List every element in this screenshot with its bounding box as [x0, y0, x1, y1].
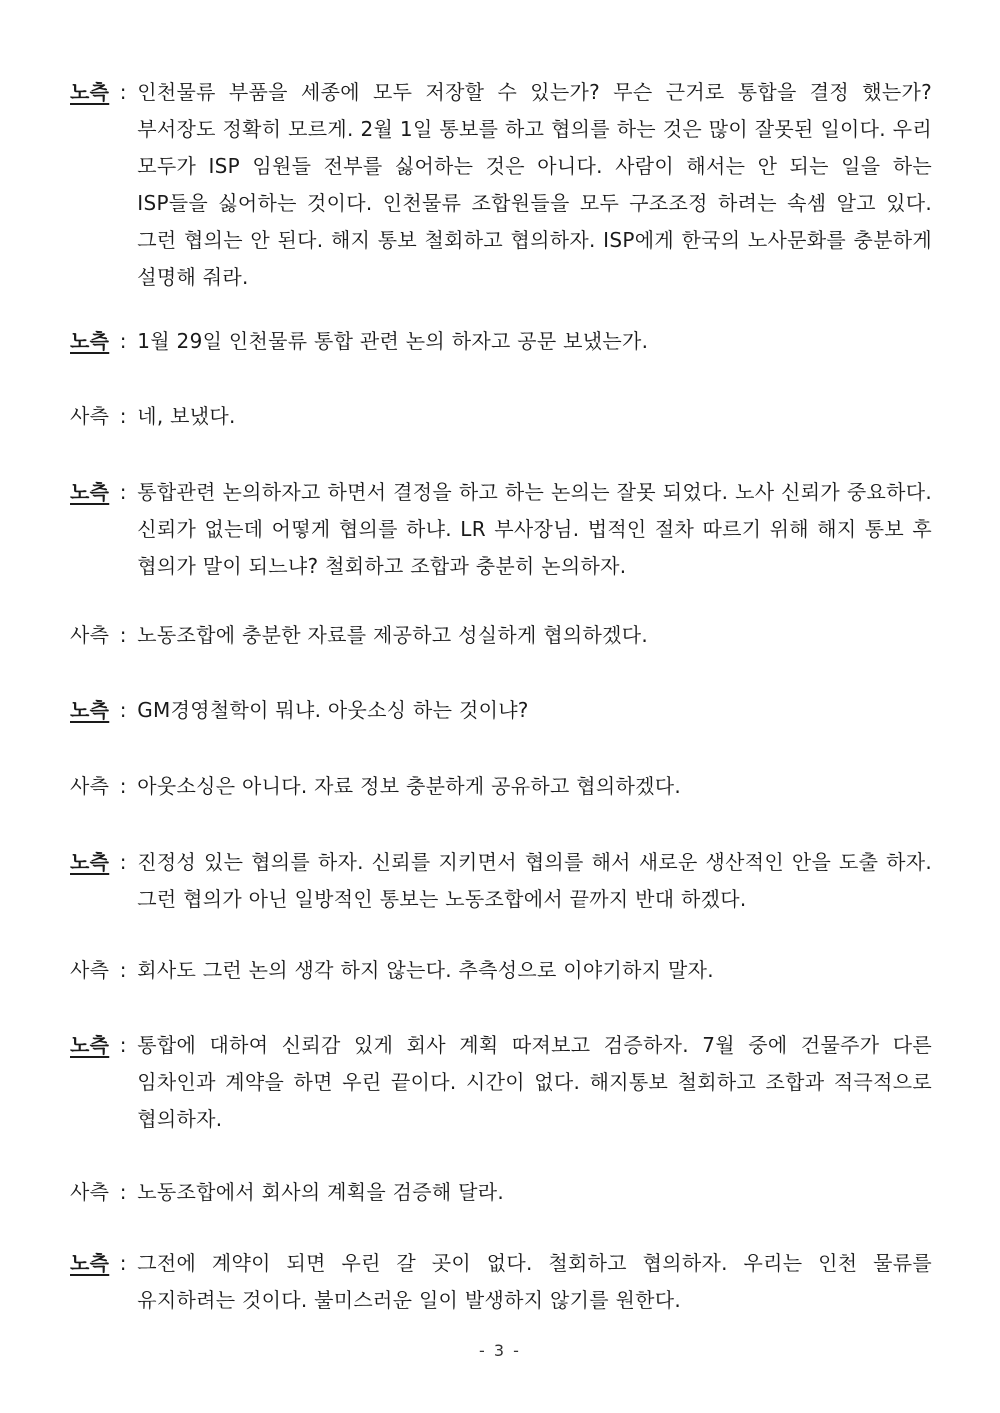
speaker-label: [70, 844, 137, 881]
speaker-separator: :: [119, 698, 127, 722]
speaker-management: 사측: [70, 1180, 110, 1204]
speaker-labor: 노측: [70, 329, 110, 353]
speaker-separator: :: [119, 404, 127, 428]
speaker-separator: :: [119, 958, 127, 982]
dialogue-entry: [70, 844, 932, 918]
speaker-management: 사측: [70, 623, 110, 647]
dialogue-text: 통합관련 논의하자고 하면서 결정을 하고 하는 논의는 잘못 되었다. 노사 신뢰가 중요하다. 신뢰가 없는데 어떻게 협의를 하냐. LR 부사장님. 법적인 절차 따르기 위해 해지 통보 후 협의가 말이 되느냐? 철회하고 조합과 충분히 논의하자.: [137, 480, 932, 578]
speaker-separator: :: [119, 480, 127, 504]
speaker-label: [70, 1245, 137, 1282]
speaker-label: [70, 1027, 137, 1064]
dialogue-text: 노동조합에서 회사의 계획을 검증해 달라.: [137, 1180, 505, 1204]
speaker-label: [70, 398, 137, 435]
speaker-label: [70, 74, 137, 111]
speaker-label: [70, 323, 137, 360]
dialogue-entry: [70, 1245, 932, 1319]
dialogue-entry: [70, 74, 932, 296]
dialogue-entry: [70, 474, 932, 585]
speaker-management: 사측: [70, 404, 110, 428]
speaker-separator: :: [119, 329, 127, 353]
speaker-label: [70, 692, 137, 729]
speaker-separator: :: [119, 1033, 127, 1057]
speaker-labor: 노측: [70, 698, 110, 722]
speaker-label: [70, 952, 137, 989]
speaker-management: 사측: [70, 774, 110, 798]
dialogue-entry: [70, 323, 932, 360]
dialogue-entry: [70, 768, 932, 805]
dialogue-text: 통합에 대하여 신뢰감 있게 회사 계획 따져보고 검증하자. 7월 중에 건물주가 다른 임차인과 계약을 하면 우린 끝이다. 시간이 없다. 해지통보 철회하고 조합과 적극적으로 협의하자.: [137, 1033, 932, 1131]
page-number: - 3 -: [479, 1341, 521, 1360]
dialogue-text: 그전에 계약이 되면 우린 갈 곳이 없다. 철회하고 협의하자. 우리는 인천 물류를 유지하려는 것이다. 불미스러운 일이 발생하지 않기를 원한다.: [137, 1251, 932, 1312]
speaker-separator: :: [119, 1251, 127, 1275]
speaker-separator: :: [119, 850, 127, 874]
speaker-label: [70, 768, 137, 805]
speaker-separator: :: [119, 80, 127, 104]
dialogue-text: 노동조합에 충분한 자료를 제공하고 성실하게 협의하겠다.: [137, 623, 649, 647]
dialogue-entry: [70, 1027, 932, 1138]
speaker-labor: 노측: [70, 1033, 110, 1057]
dialogue-text: 1월 29일 인천물류 통합 관련 논의 하자고 공문 보냈는가.: [137, 329, 649, 353]
speaker-labor: 노측: [70, 1251, 110, 1275]
speaker-separator: :: [119, 774, 127, 798]
dialogue-text: 진정성 있는 협의를 하자. 신뢰를 지키면서 협의를 해서 새로운 생산적인 안을 도출 하자. 그런 협의가 아닌 일방적인 통보는 노동조합에서 끝까지 반대 하겠다.: [137, 850, 932, 911]
speaker-labor: 노측: [70, 80, 110, 104]
dialogue-entry: [70, 692, 932, 729]
dialogue-text: 인천물류 부품을 세종에 모두 저장할 수 있는가? 무슨 근거로 통합을 결정 했는가? 부서장도 정확히 모르게. 2월 1일 통보를 하고 협의를 하는 것은 많이 잘못된 일이다. 우리 모두가 ISP 임원들 전부를 싫어하는 것은 아니다. 사람이 해서는 안 되는 일을 하는 ISP들을 싫어하는 것이다. 인천물류 조합원들을 모두 구조조정 하려는 속셈 알고 있다. 그런 협의는 안 된다. 해지 통보 철회하고 협의하자. ISP에게 한국의 노사문화를 충분하게 설명해 줘라.: [137, 80, 932, 289]
speaker-labor: 노측: [70, 850, 110, 874]
dialogue-text: GM경영철학이 뭐냐. 아웃소싱 하는 것이냐?: [137, 698, 529, 722]
dialogue-entry: [70, 952, 932, 989]
speaker-separator: :: [119, 623, 127, 647]
dialogue-entry: [70, 1174, 932, 1211]
speaker-separator: :: [119, 1180, 127, 1204]
speaker-labor: 노측: [70, 480, 110, 504]
speaker-management: 사측: [70, 958, 110, 982]
speaker-label: [70, 1174, 137, 1211]
dialogue-text: 회사도 그런 논의 생각 하지 않는다. 추측성으로 이야기하지 말자.: [137, 958, 714, 982]
speaker-label: [70, 617, 137, 654]
speaker-label: [70, 474, 137, 511]
dialogue-entry: [70, 617, 932, 654]
dialogue-text: 네, 보냈다.: [137, 404, 236, 428]
dialogue-entry: [70, 398, 932, 435]
dialogue-text: 아웃소싱은 아니다. 자료 정보 충분하게 공유하고 협의하겠다.: [137, 774, 682, 798]
